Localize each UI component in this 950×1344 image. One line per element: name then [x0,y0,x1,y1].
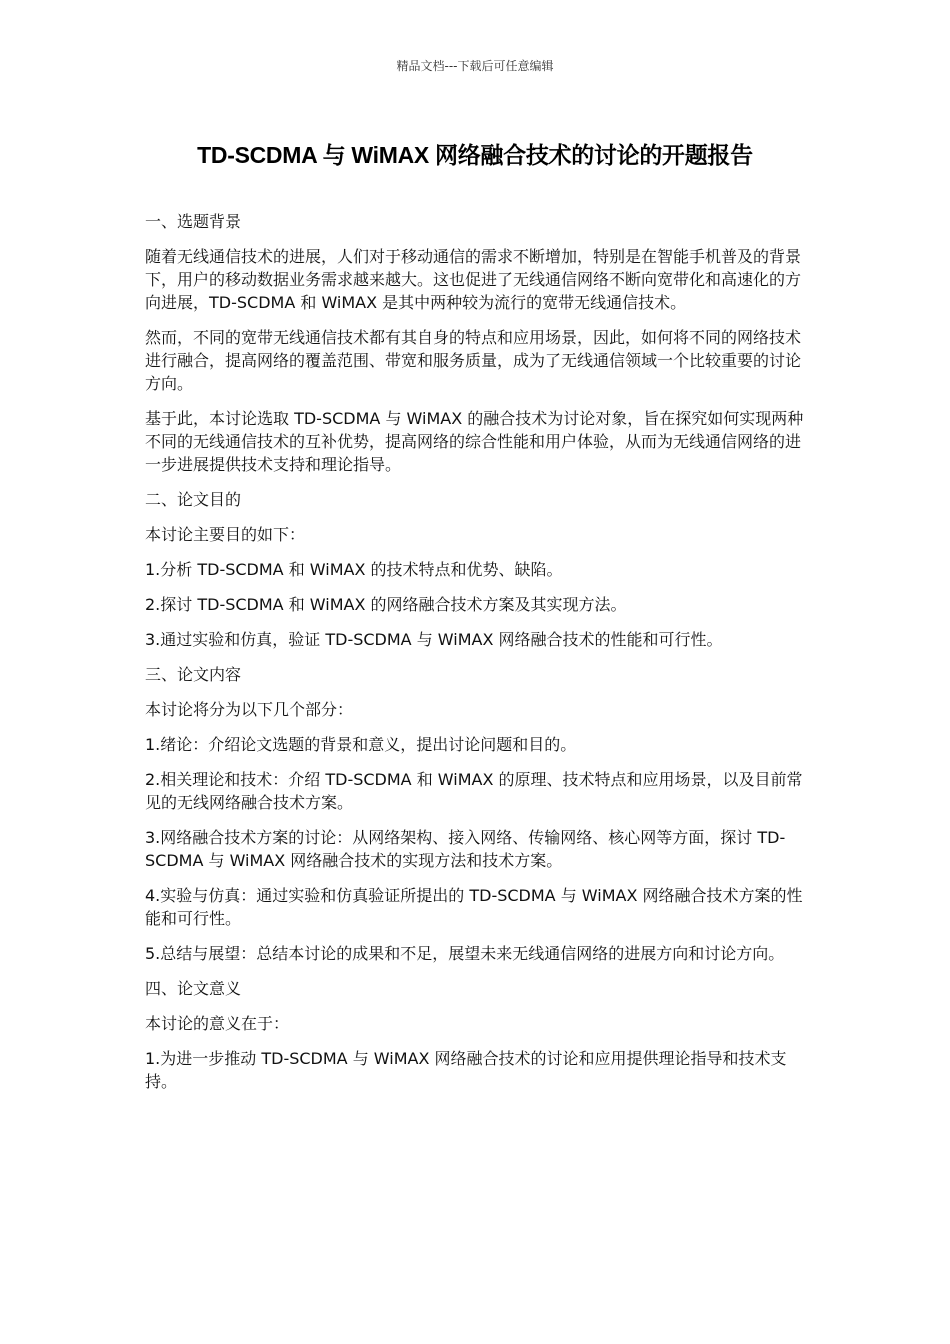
list-item: 1.分析 TD-SCDMA 和 WiMAX 的技术特点和优势、缺陷。 [145,560,563,579]
list-item: 1.绪论：介绍论文选题的背景和意义，提出讨论问题和目的。 [145,735,577,754]
paragraph: 本讨论的意义在于： [145,1014,290,1033]
paragraph: 基于此，本讨论选取 TD-SCDMA 与 WiMAX 的融合技术为讨论对象，旨在探究如何实现两种不同的无线通信技术的互补优势，提高网络的综合性能和用户体验，从而为无线通信网络的进一步进展提供技术支持和理论指导。 [145,409,804,474]
paragraph: 然而，不同的宽带无线通信技术都有其自身的特点和应用场景，因此，如何将不同的网络技术进行融合，提高网络的覆盖范围、带宽和服务质量，成为了无线通信领域一个比较重要的讨论方向。 [145,328,802,393]
section-heading-content: 三、论文内容 [145,665,242,684]
document-body [145,210,807,1105]
paragraph: 随着无线通信技术的进展，人们对于移动通信的需求不断增加，特别是在智能手机普及的背景下，用户的移动数据业务需求越来越大。这也促进了无线通信网络不断向宽带化和高速化的方向进展，TD-SCDMA 和 WiMAX 是其中两种较为流行的宽带无线通信技术。 [145,247,802,312]
list-item: 3.通过实验和仿真，验证 TD-SCDMA 与 WiMAX 网络融合技术的性能和可行性。 [145,630,723,649]
document-title: TD-SCDMA 与 WiMAX 网络融合技术的讨论的开题报告 [197,142,753,168]
list-item: 4.实验与仿真：通过实验和仿真验证所提出的 TD-SCDMA 与 WiMAX 网络融合技术方案的性能和可行性。 [145,886,803,928]
list-item: 1.为进一步推动 TD-SCDMA 与 WiMAX 网络融合技术的讨论和应用提供理论指导和技术支持。 [145,1049,787,1091]
page-header: 精品文档---下载后可任意编辑 [396,59,554,73]
list-item: 2.相关理论和技术：介绍 TD-SCDMA 和 WiMAX 的原理、技术特点和应用场景，以及目前常见的无线网络融合技术方案。 [145,770,803,812]
list-item: 3.网络融合技术方案的讨论：从网络架构、接入网络、传输网络、核心网等方面，探讨 TD-SCDMA 与 WiMAX 网络融合技术的实现方法和技术方案。 [145,828,786,870]
section-heading-background: 一、选题背景 [145,212,242,231]
paragraph: 本讨论主要目的如下： [145,525,306,544]
section-heading-purpose: 二、论文目的 [145,490,242,509]
section-heading-significance: 四、论文意义 [145,979,242,998]
list-item: 2.探讨 TD-SCDMA 和 WiMAX 的网络融合技术方案及其实现方法。 [145,595,627,614]
paragraph: 本讨论将分为以下几个部分： [145,700,354,719]
list-item: 5.总结与展望：总结本讨论的成果和不足，展望未来无线通信网络的进展方向和讨论方向。 [145,944,785,963]
